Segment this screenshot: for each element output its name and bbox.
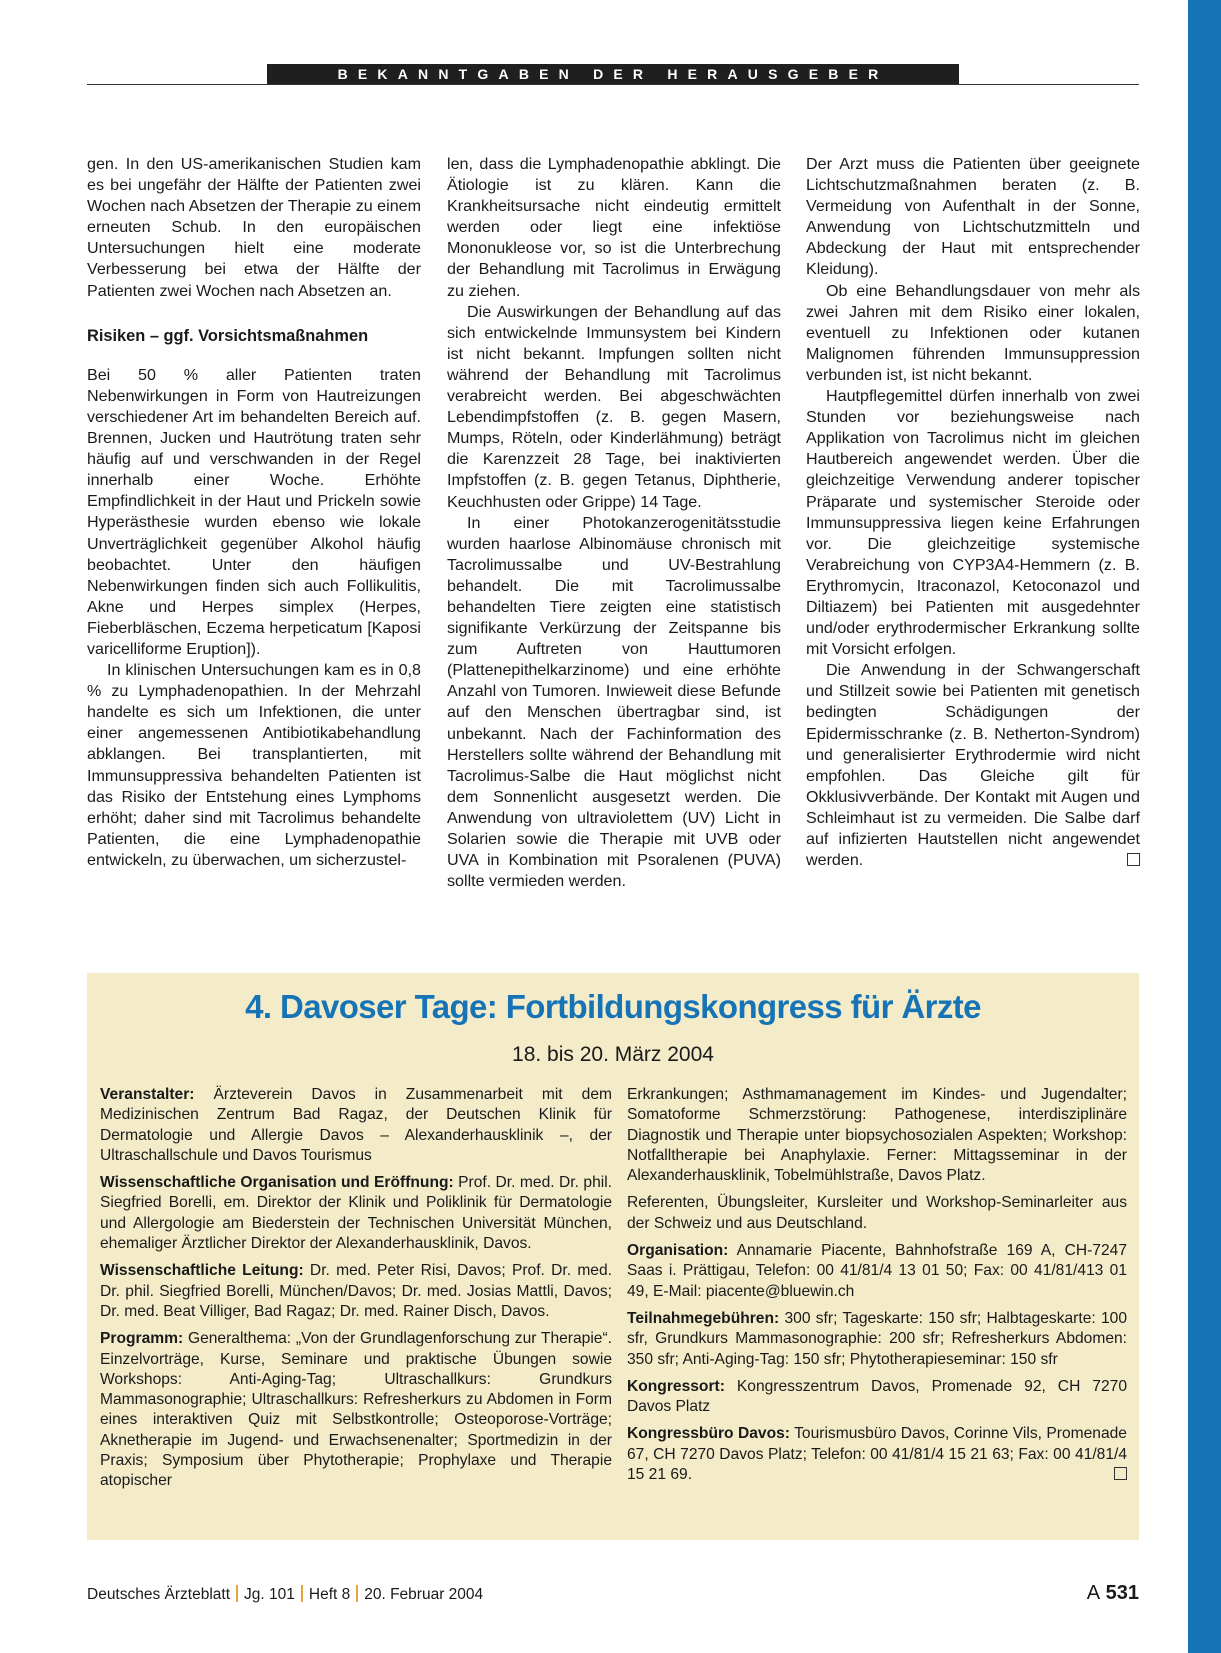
label: Veranstalter:	[100, 1086, 195, 1103]
paragraph: Hautpflegemittel dürfen innerhalb von zwei Stunden vor beziehungsweise nach Applikation von Tacrolimus nicht im gleichen Hautbereich angewendet werden. Über die gleichzeitige Verwendung anderer topischer Präparate und systemischer Steroide oder Immunsuppressiva liegen keine Erfahrungen vor. Die gleichzeitige systemische Verabreichung von CYP3A4-Hemmern (z. B. Erythromycin, Itraconazol, Ketoconazol und Diltiazem) bei Patienten mit ausgedehnter und/oder erythrodermischer Erkrankung sollte mit Vorsicht erfolgen.	[806, 387, 1140, 659]
page-number-value: 531	[1105, 1582, 1139, 1604]
paragraph: In einer Photokanzerogenitätsstudie wurden haarlose Albinomäuse chronisch mit Tacrolimussalbe und UV-Bestrahlung behandelt. Die mit Tacrolimussalbe behandelten Tiere zeigten eine statistisch signifikante Verkürzung der Zeitspanne bis zum Auftreten von Hauttumoren (Plattenepithelkarzinome) und eine erhöhte Anzahl von Tumoren. Inwieweit diese Befunde auf den Menschen übertragbar sind, ist unbekannt. Nach der Fachinformation des Herstellers sollte während der Behandlung mit Tacrolimus-Salbe die Haut möglichst nicht dem Sonnenlicht ausgesetzt werden. Die Anwendung von ultraviolettem (UV) Licht in Solarien sowie die Therapie mit UVB oder UVA in Kombination mit Psoralenen (PUVA) sollte vermieden werden.	[447, 513, 781, 891]
label: Kongressort:	[627, 1377, 725, 1395]
event-column-1	[100, 1085, 612, 1499]
separator	[356, 1585, 358, 1602]
paragraph: Die Auswirkungen der Behandlung auf das sich entwickelnde Immunsystem bei Kindern ist nicht bekannt. Impfungen sollten nicht während der Behandlung mit Tacrolimus verabreicht werden. Bei abgeschwächten Lebendimpfstoffen (z. B. gegen Masern, Mumps, Röteln, oder Kinderlähmung) beträgt die Karenzzeit 28 Tage, bei inaktivierten Impfstoffen (z. B. gegen Tetanus, Diphtherie, Keuchhusten oder Grippe) 14 Tage.	[447, 302, 781, 511]
section-header: BEKANNTGABEN DER HERAUSGEBER	[267, 64, 959, 85]
paragraph-text: Die Anwendung in der Schwangerschaft und Stillzeit sowie bei Patienten mit genetisch bedingten Schädigungen der Epidermisschranke (z. B. Netherton-Syndrom) und generalisierter Erythrodermie wird nicht empfohlen. Das Gleiche gilt für Okklusivverbände. Der Kontakt mit Augen und Schleimhaut ist zu vermeiden. Die Salbe darf auf infizierten Hautstellen nicht angewendet werden.	[806, 661, 1140, 870]
paragraph: Bei 50 % aller Patienten traten Nebenwirkungen in Form von Hautreizungen verschiedener Art im behandelten Bereich auf. Brennen, Jucken und Hautrötung traten sehr häufig auf und verschwanden in der Regel innerhalb einer Woche. Erhöhte Empfindlichkeit in der Haut und Prickeln sowie Hyperästhesie wurden ebenso wie lokale Unverträglichkeit gegenüber Alkohol häufig beobachtet. Unter den häufigen Nebenwirkungen finden sich auch Follikulitis, Akne und Herpes simplex (Herpes, Fieberbläschen, Eczema herpeticatum [Kaposi varicelliforme Eruption]).	[87, 365, 421, 658]
event-column-2	[627, 1085, 1127, 1492]
event-title: 4. Davoser Tage: Fortbildungskongress für Ärzte	[245, 988, 981, 1025]
event-date: 18. bis 20. März 2004	[512, 1043, 714, 1066]
end-mark-icon	[1127, 853, 1140, 866]
article-column-2	[447, 154, 781, 892]
section-heading: Risiken – ggf. Vorsichtsmaßnahmen	[87, 326, 369, 345]
event-scientific-organisation	[100, 1173, 612, 1254]
paragraph: Ob eine Behandlungsdauer von mehr als zwei Jahren mit dem Risiko einer lokalen, eventuell zu Infektionen oder kutanen Malignomen führenden Immunsuppression verbunden ist, ist nicht bekannt.	[806, 281, 1140, 384]
issue: Heft 8	[308, 1586, 351, 1603]
value: Ärzteverein Davos in Zusammenarbeit mit dem Medizinischen Zentrum Bad Ragaz, der Deutschen Klinik für Dermatologie und Allergie Davos – Alexanderhausklinik –, der Ultraschallschule und Davos Tourismus	[100, 1086, 612, 1164]
label: Wissenschaftliche Leitung:	[100, 1262, 304, 1280]
footer-citation	[87, 1585, 483, 1604]
paragraph: gen. In den US-amerikanischen Studien kam es bei ungefähr der Hälfte der Patienten zwei Wochen nach Absetzen der Therapie zu einem erneuten Schub. In den europäischen Untersuchungen hielt eine moderate Verbesserung bei etwa der Hälfte der Patienten zwei Wochen nach Absetzen an.	[87, 155, 422, 300]
value: Dr. med. Peter Risi, Davos; Prof. Dr. med. Dr. phil. Siegfried Borelli, München/Davos; Dr. med. Josias Mattli, Davos; Dr. med. Beat Villiger, Bad Ragaz; Dr. med. Rainer Disch, Davos.	[100, 1262, 612, 1320]
event-programme-cont: Erkrankungen; Asthmamanagement im Kindes- und Jugendalter; Somatoforme Schmerzstörung: Pathogenese, interdisziplinäre Diagnostik und Therapie unter biopsychosozialen Aspekten; Workshop: Notfalltherapie bei Anaphylaxie. Ferner: Mittagsseminar in der Alexanderhausklinik, Tobelmühlstraße, Davos Platz.	[627, 1086, 1127, 1185]
label: Programm:	[100, 1330, 184, 1348]
header-rule	[87, 84, 1139, 85]
event-info-box	[87, 973, 1139, 1540]
event-programme	[100, 1329, 612, 1491]
paragraph: len, dass die Lymphadenopathie abklingt. Die Ätiologie ist zu klären. Kann die Krankheitsursache nicht eindeutig ermittelt werden oder liegt eine infektiöse Mononukleose vor, so ist die Unterbrechung der Behandlung mit Tacrolimus in Erwägung zu ziehen.	[447, 155, 781, 300]
label: Teilnahmegebühren:	[627, 1309, 780, 1327]
event-venue	[627, 1377, 1127, 1418]
separator	[236, 1585, 238, 1602]
label: Organisation:	[627, 1242, 729, 1260]
value: Generalthema: „Von der Grundlagenforschung zur Therapie“. Einzelvorträge, Kurse, Seminare und praktische Übungen sowie Workshops: Anti-Aging-Tag; Ultraschallkurs: Grundkurs Mammasonographie; Ultraschallkurs: Refresherkurs zu Abdomen in Form eines interaktiven Quiz mit Selbstkontrolle; Osteoporose-Vorträge; Aknetherapie im Jugend- und Erwachsenenalter; Sportmedizin in der Praxis; Symposium über Phytotherapie; Prophylaxe und Therapie atopischer	[100, 1330, 612, 1490]
paragraph: Der Arzt muss die Patienten über geeignete Lichtschutzmaßnahmen beraten (z. B. Vermeidung von Aufenthalt in der Sonne, Anwendung von Lichtschutzmitteln und Abdeckung der Haut mit entsprechender Kleidung).	[806, 155, 1140, 279]
label: Wissenschaftliche Organisation und Eröffnung:	[100, 1174, 454, 1192]
issue-date: 20. Februar 2004	[364, 1586, 484, 1603]
article-column-3	[806, 154, 1140, 871]
volume: Jg. 101	[244, 1586, 295, 1603]
event-speakers: Referenten, Übungsleiter, Kursleiter und Workshop-Seminarleiter aus der Schweiz und aus Deutschland.	[627, 1194, 1127, 1232]
value: Prof. Dr. med. Dr. phil. Siegfried Borelli, em. Direktor der Klinik und Poliklinik für Dermatologie und Allergologie am Biederstein der Technischen Universität München, ehemaliger Ärztlicher Direktor der Alexanderhausklinik, Davos.	[100, 1174, 613, 1253]
label: Kongressbüro Davos:	[627, 1425, 790, 1443]
separator	[301, 1585, 303, 1602]
event-organisation	[627, 1241, 1127, 1302]
value: Kongresszentrum Davos, Promenade 92, CH 7270 Davos Platz	[627, 1377, 1127, 1416]
article-column-1	[87, 154, 421, 871]
event-scientific-lead	[100, 1261, 612, 1322]
value: 300 sfr; Tageskarte: 150 sfr; Halbtageskarte: 100 sfr, Grundkurs Mammasonographie: 200 sfr; Refresherkurs Abdomen: 350 sfr; Anti-Aging-Tag: 150 sfr; Phytotherapieseminar: 150 sfr	[627, 1309, 1127, 1368]
journal-name: Deutsches Ärzteblatt	[87, 1586, 231, 1603]
side-color-bar	[1188, 0, 1221, 1653]
value: Annamarie Piacente, Bahnhofstraße 169 A, CH-7247 Saas i. Prättigau, Telefon: 00 41/81/4 13 01 50; Fax: 00 41/81/413 01 49, E-Mail: piacente@bluewin.ch	[627, 1242, 1127, 1300]
paragraph-last	[806, 660, 1140, 871]
event-fees	[627, 1309, 1127, 1370]
event-organizer	[100, 1085, 612, 1166]
page-number	[1087, 1582, 1139, 1605]
value: Tourismusbüro Davos, Corinne Vils, Promenade 67, CH 7270 Davos Platz; Telefon: 00 41/81/4 15 21 63; Fax: 00 41/81/4 15 21 69.	[627, 1425, 1127, 1484]
event-office	[627, 1424, 1127, 1485]
end-mark-icon	[1114, 1467, 1127, 1480]
page-prefix: A	[1086, 1582, 1101, 1604]
paragraph: In klinischen Untersuchungen kam es in 0,8 % zu Lymphadenopathien. In der Mehrzahl handelte es sich um Infektionen, die unter einer angemessenen Antibiotikabehandlung abklangen. Bei transplantierten, mit Immunsuppressiva behandelten Patienten ist das Risiko der Entstehung eines Lymphoms erhöht; daher sind mit Tacrolimus behandelte Patienten, die eine Lymphadenopathie entwickeln, zu überwachen, um sicherzustel-	[87, 661, 421, 869]
page-footer	[87, 1582, 1139, 1608]
